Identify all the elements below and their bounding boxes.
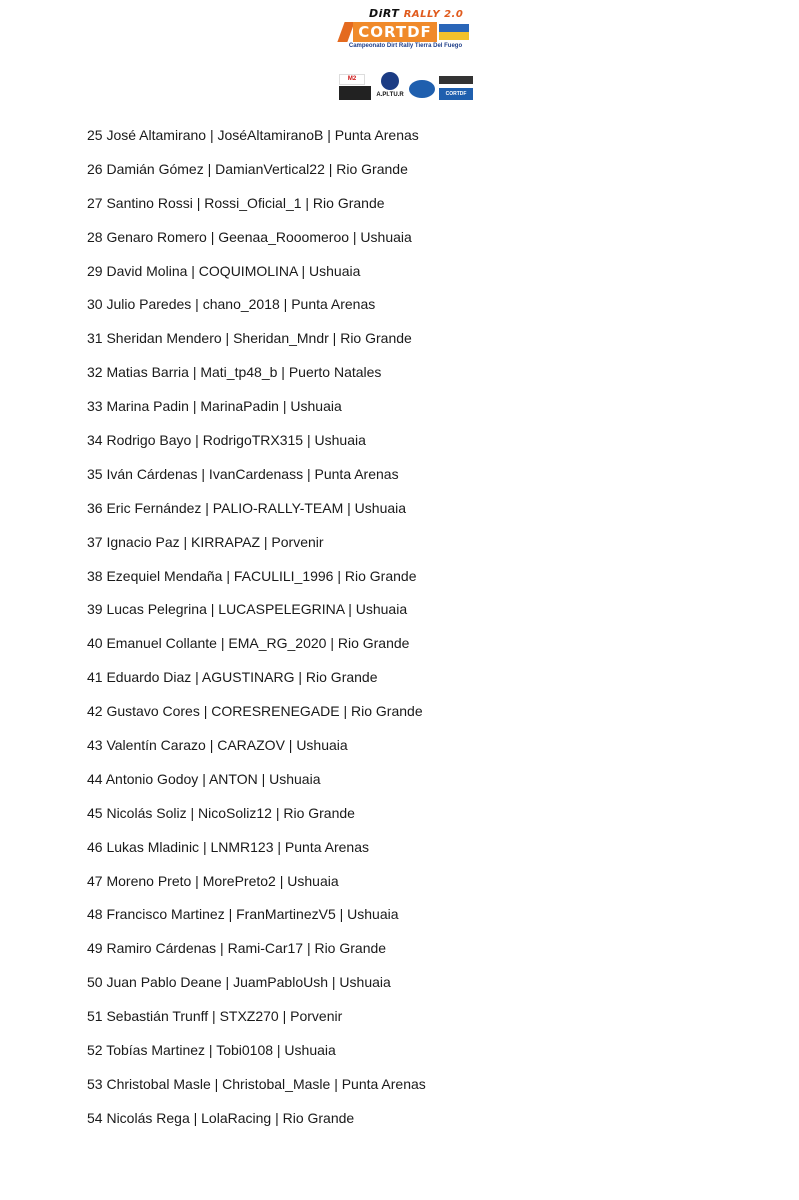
list-item: 33 Marina Padin | MarinaPadin | Ushuaia <box>87 398 342 415</box>
list-item: 51 Sebastián Trunff | STXZ270 | Porvenir <box>87 1008 343 1025</box>
flag-icon <box>439 24 469 40</box>
apitur-sponsor-logo <box>375 72 405 102</box>
round-blue-sponsor-logo <box>409 80 435 98</box>
list-item: 37 Ignacio Paz | KIRRAPAZ | Porvenir <box>87 533 324 550</box>
list-item: 46 Lukas Mladinic | LNMR123 | Punta Arenas <box>87 838 369 855</box>
list-item: 34 Rodrigo Bayo | RodrigoTRX315 | Ushuaia <box>87 432 366 449</box>
m2-sponsor-logo: M2 <box>339 74 365 85</box>
list-item: 49 Ramiro Cárdenas | Rami-Car17 | Rio Grande <box>87 940 387 957</box>
list-item: 25 José Altamirano | JoséAltamiranoB | Punta Arenas <box>87 127 419 143</box>
list-item: 32 Matias Barria | Mati_tp48_b | Puerto Natales <box>87 364 382 381</box>
apitur-label: A.PI.TU.R <box>376 92 404 98</box>
list-item: 47 Moreno Preto | MorePreto2 | Ushuaia <box>87 872 339 889</box>
list-item: 42 Gustavo Cores | CORESRENEGADE | Rio Grande <box>87 703 423 720</box>
list-item: 36 Eric Fernández | PALIO-RALLY-TEAM | Ushuaia <box>87 499 407 516</box>
participant-list <box>87 122 426 1139</box>
list-item: 29 David Molina | COQUIMOLINA | Ushuaia <box>87 262 361 279</box>
list-item: 41 Eduardo Diaz | AGUSTINARG | Rio Grande <box>87 669 378 686</box>
dirt-rally-logo <box>369 7 463 20</box>
list-item: 54 Nicolás Rega | LolaRacing | Rio Grande <box>87 1109 355 1126</box>
list-item: 27 Santino Rossi | Rossi_Oficial_1 | Rio Grande <box>87 194 385 211</box>
list-item: 31 Sheridan Mendero | Sheridan_Mndr | Rio Grande <box>87 330 412 347</box>
list-item: 30 Julio Paredes | chano_2018 | Punta Arenas <box>87 296 376 313</box>
list-item: 43 Valentín Carazo | CARAZOV | Ushuaia <box>87 737 348 754</box>
championship-subtitle: Campeonato Dirt Rally Tierra Del Fuego <box>348 43 463 49</box>
list-item: 38 Ezequiel Mendaña | FACULILI_1996 | Rio Grande <box>87 567 417 584</box>
list-item: 45 Nicolás Soliz | NicoSoliz12 | Rio Grande <box>87 804 355 821</box>
list-item: 35 Iván Cárdenas | IvanCardenass | Punta Arenas <box>87 465 399 482</box>
list-item: 50 Juan Pablo Deane | JuamPabloUsh | Ushuaia <box>87 974 391 991</box>
cortdf-logo <box>341 22 469 42</box>
rally-logo-text: RALLY 2.0 <box>403 9 464 20</box>
list-item: 52 Tobías Martinez | Tobi0108 | Ushuaia <box>87 1042 336 1059</box>
list-item: 26 Damián Gómez | DamianVertical22 | Rio Grande <box>87 160 408 177</box>
bar-sponsor-logo <box>439 76 473 84</box>
apitur-mark-icon <box>381 72 399 90</box>
list-item: 53 Christobal Masle | Christobal_Masle | Punta Arenas <box>87 1075 426 1092</box>
cortdf-facebook-logo: CORTDF <box>439 88 473 100</box>
list-item: 44 Antonio Godoy | ANTON | Ushuaia <box>87 770 321 787</box>
dark-sponsor-logo <box>339 86 371 100</box>
cortdf-logo-text: CORTDF <box>353 22 437 42</box>
list-item: 28 Genaro Romero | Geenaa_Rooomeroo | Ushuaia <box>87 228 412 245</box>
sponsor-logos <box>339 72 473 104</box>
list-item: 40 Emanuel Collante | EMA_RG_2020 | Rio Grande <box>87 635 410 652</box>
list-item: 48 Francisco Martinez | FranMartinezV5 | Ushuaia <box>87 906 399 923</box>
dirt-logo-text: DiRT <box>369 7 400 20</box>
list-item: 39 Lucas Pelegrina | LUCASPELEGRINA | Ushuaia <box>87 601 408 618</box>
header-logo-block <box>333 0 478 108</box>
